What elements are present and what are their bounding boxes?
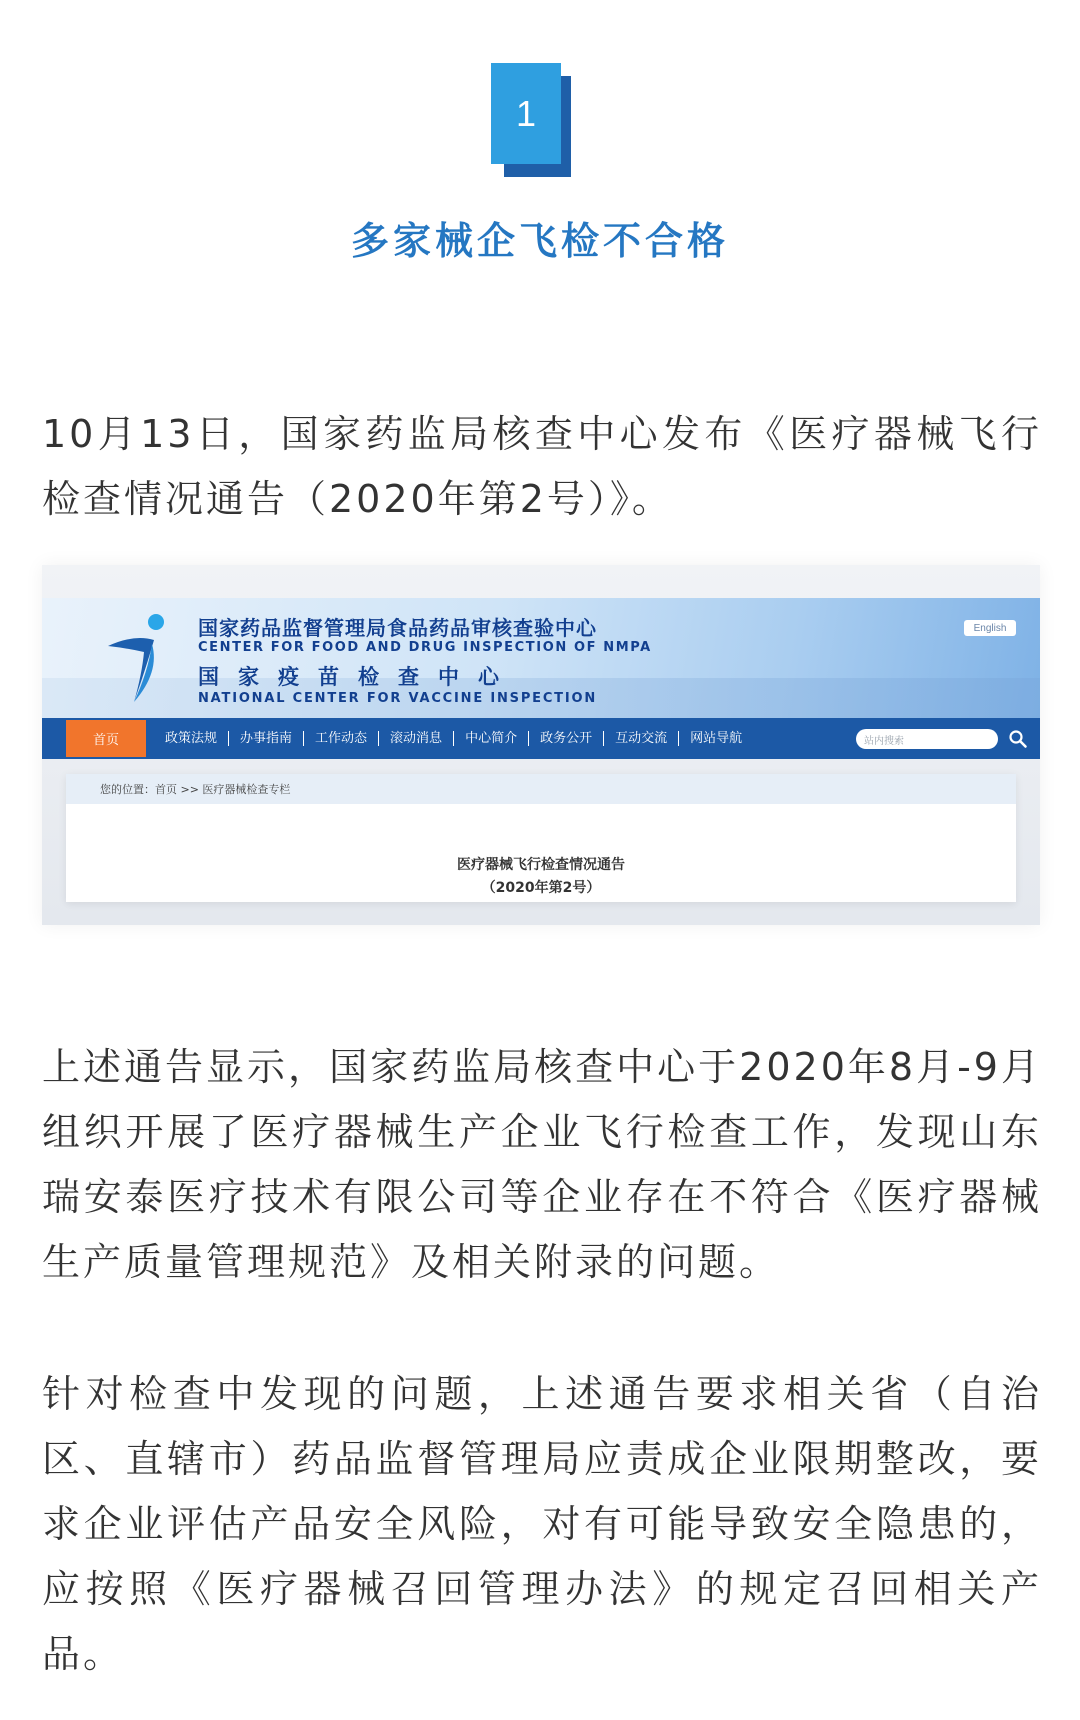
nav-item-guide[interactable]: 办事指南 [229,731,304,746]
org-name-en: CENTER FOR FOOD AND DRUG INSPECTION OF NMPA [198,640,652,655]
website-content [66,774,1016,902]
nav-item-public-affairs[interactable]: 政务公开 [529,731,604,746]
nav-item-policy[interactable]: 政策法规 [154,731,229,746]
paragraph-3: 针对检查中发现的问题，上述通告要求相关省（自治区、直辖市）药品监督管理局应责成企业限期整改，要求企业评估产品安全风险，对有可能导致安全隐患的，应按照《医疗器械召回管理办法》的规定召回相关产品。 [42,1372,1042,1676]
nav-item-site-nav[interactable]: 网站导航 [690,731,743,746]
cfdi-logo-icon [104,612,174,706]
website-screenshot [42,565,1040,925]
nav-item-news[interactable]: 工作动态 [304,731,379,746]
notice-title[interactable]: 医疗器械飞行检查情况通告 [457,857,625,873]
english-button[interactable]: English [964,620,1016,636]
nav-items [154,718,753,759]
paragraph-1: 10月13日，国家药监局核查中心发布《医疗器械飞行检查情况通告（2020年第2号）》。 [42,412,1042,521]
notice-subtitle: （2020年第2号） [481,880,601,896]
search-icon[interactable] [1008,729,1028,749]
paragraph-2: 上述通告显示，国家药监局核查中心于2020年8月-9月组织开展了医疗器械生产企业飞行检查工作，发现山东瑞安泰医疗技术有限公司等企业存在不符合《医疗器械生产质量管理规范》及相关附录的问题。 [42,1045,1042,1284]
website-header [42,598,1040,718]
nav-home[interactable]: 首页 [66,720,146,757]
nav-item-scrolling[interactable]: 滚动消息 [379,731,454,746]
nav-item-interaction[interactable]: 互动交流 [604,731,679,746]
org-name-cn: 国家药品监督管理局食品药品审核查验中心 [198,616,597,640]
breadcrumb: 您的位置：首页 >> 医疗器械检查专栏 [66,774,1016,804]
website-nav-bar [42,718,1040,759]
section-number: 1 [491,63,561,164]
section-number-badge [491,63,571,177]
org-name2-en: NATIONAL CENTER FOR VACCINE INSPECTION [198,691,597,706]
nav-item-about[interactable]: 中心简介 [454,731,529,746]
org-name2-cn: 国家疫苗检查中心 [198,665,518,689]
site-search-input[interactable]: 站内搜索 [856,729,998,749]
section-title: 多家械企飞检不合格 [350,219,729,263]
